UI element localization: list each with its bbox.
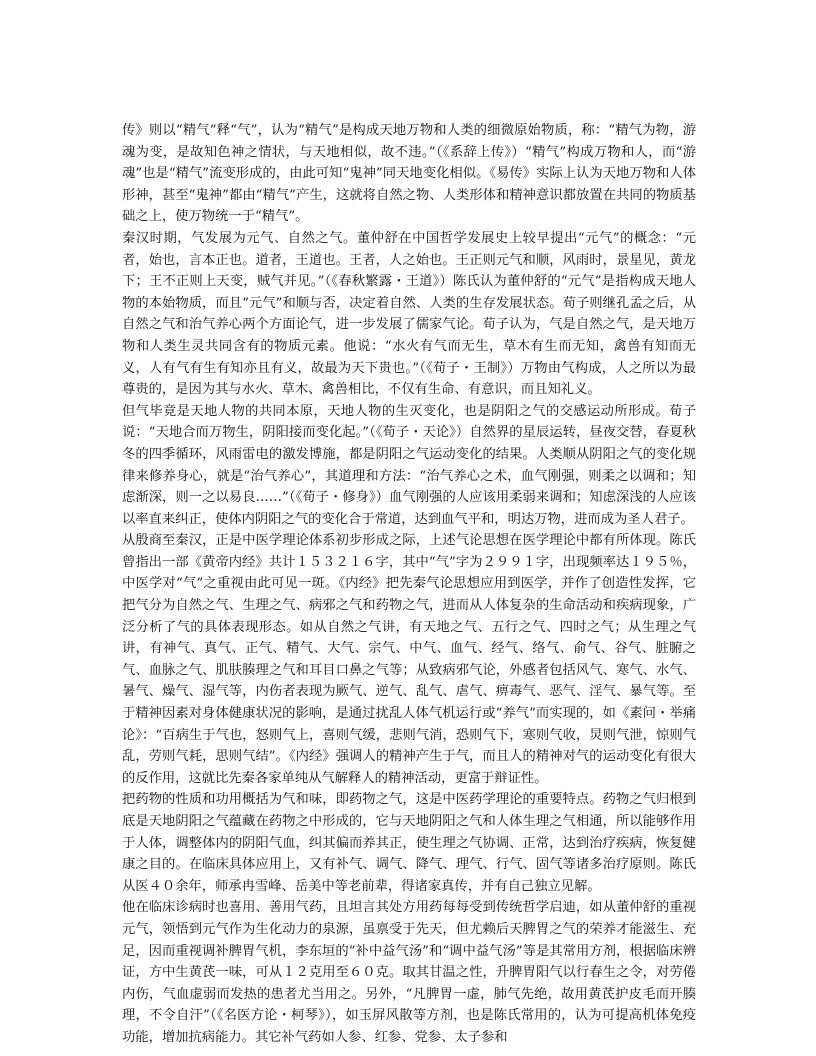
- paragraph-3: 但气毕竟是天地人物的共同本原，天地人物的生灭变化，也是阴阳之气的交感运动所形成。荀子说：“天地合而万物生，阴阳接而变化起。”（《荀子・天论》）自然界的星辰运转，昼夜交替，春夏秋冬的四季循环，风雨雷电的激发博施，都是阴阳之气运动变化的结果。人类顺从阴阳之气的变化规律来修养身心，就是“治气养心”，其道理和方法：“治气养心之术，血气刚强，则柔之以调和；知虑渐深，则一之以易良……”（《荀子・修身》）血气刚强的人应该用柔弱来调和；知虑深浅的人应该以率直来纠正，使体内阴阳之气的变化合于常道，达到血气平和，明达万物，进而成为圣人君子。: [122, 403, 696, 527]
- paragraph-5: 把药物的性质和功用概括为气和味，即药物之气，这是中医药学理论的重要特点。药物之气归根到底是天地阴阳之气蕴藏在药物之中形成的，它与天地阴阳之气和人体生理之气相通，所以能够作用于人体，调整体内的阴阳气血，纠其偏而养其正，使生理之气协调、正常，达到治疗疾病，恢复健康之目的。在临床具体应用上，又有补气、调气、降气、理气、行气、固气等诸多治疗原则。陈氏从医４０余年，师承冉雪峰、岳美中等老前辈，得诸家真传，并有自己独立见解。: [122, 792, 696, 894]
- document-body: [122, 120, 696, 1049]
- paragraph-4: 从殷商至秦汉，正是中医学理论体系初步形成之际，上述气论思想在医学理论中都有所体现。陈氏曾指出一部《黄帝内经》共计１５３２１６字，其中“气”字为２９９１字，出现频率达１９５％，中医学对“气”之重视由此可见一斑。《内经》把先秦气论思想应用到医学，并作了创造性发挥，它把气分为自然之气、生理之气、病邪之气和药物之气，进而从人体复杂的生命活动和疾病现象，广泛分析了气的具体表现形态。如从自然之气讲，有天地之气、五行之气、四时之气；从生理之气讲，有神气、真气、正气、精气、大气、宗气、中气、血气、经气、络气、俞气、谷气、脏腑之气、血脉之气、肌肤腠理之气和耳目口鼻之气等；从致病邪气论，外感者包括风气、寒气、水气、暑气、燥气、湿气等，内伤者表现为厥气、逆气、乱气、虐气、痹毒气、恶气、淫气、暴气等。至于精神因素对身体健康状况的影响，是通过扰乱人体气机运行或“养气”而实现的，如《素问・举痛论》：“百病生于气也，怒则气上，喜则气缓，悲则气消，恐则气下，寒则气收，炅则气泄，惊则气乱，劳则气耗，思则气结”。《内经》强调人的精神产生于气，而且人的精神对气的运动变化有很大的反作用，这就比先秦各家单纯从气解释人的精神活动，更富于辩证性。: [122, 533, 696, 786]
- paragraph-2: 秦汉时期，气发展为元气、自然之气。董仲舒在中国哲学发展史上较早提出“元气”的概念：“元者，始也，言本正也。道者，王道也。王者，人之始也。王正则元气和顺，风雨时，景星见，黄龙下；王不正则上天变，贼气并见。”（《春秋繁露・王道》）陈氏认为董仲舒的“元气”是指构成天地人物的本始物质，而且“元气”和顺与否，决定着自然、人类的生存发展状态。荀子则继孔孟之后，从自然之气和治气养心两个方面论气，进一步发展了儒家气论。荀子认为，气是自然之气，是天地万物和人类生灵共同含有的物质元素。他说：“水火有气而无生，草木有生而无知，禽兽有知而无义，人有气有生有知亦且有义，故最为天下贵也。”（《荀子・王制》）万物由气构成，人之所以为最尊贵的，是因为其与水火、草木、禽兽相比，不仅有生命、有意识，而且知礼义。: [122, 230, 696, 398]
- paragraph-6: 他在临床诊病时也喜用、善用气药，且坦言其处方用药每每受到传统哲学启迪，如从董仲舒的重视元气，领悟到元气作为生化动力的泉源，虽禀受于先天，但尤赖后天脾胃之气的荣养才能滋生、充足，因而重视调补脾胃气机，李东垣的“补中益气汤”和“调中益气汤”等是其常用方剂，根据临床辨证，方中生黄芪一味，可从１２克用至６０克。取其甘温之性，升脾胃阳气以行春生之令，对劳倦内伤，气血虚弱而发热的患者尤当用之。另外，“凡脾胃一虚，肺气先绝，故用黄芪护皮毛而开腠理，不令自汗”（《名医方论・柯琴》），如玉屏风散等方剂，也是陈氏常用的，认为可提高机体免疫功能，增加抗病能力。其它补气药如人参、红参、党参、太子参和: [122, 900, 696, 1045]
- paragraph-1: 传》则以“精气”释“气”，认为“精气”是构成天地万物和人类的细微原始物质，称：“精气为物，游魂为变，是故知色神之情状，与天地相似，故不违。”（《系辞上传》）“精气”构成万物和人，而“游魂”也是“精气”流变形成的，由此可知“鬼神”同天地变化相似。《易传》实际上认为天地万物和人体形神，甚至“鬼神”都由“精气”产生，这就将自然之物、人类形体和精神意识都放置在共同的物质基础之上，使万物统一于“精气”。: [122, 123, 696, 225]
